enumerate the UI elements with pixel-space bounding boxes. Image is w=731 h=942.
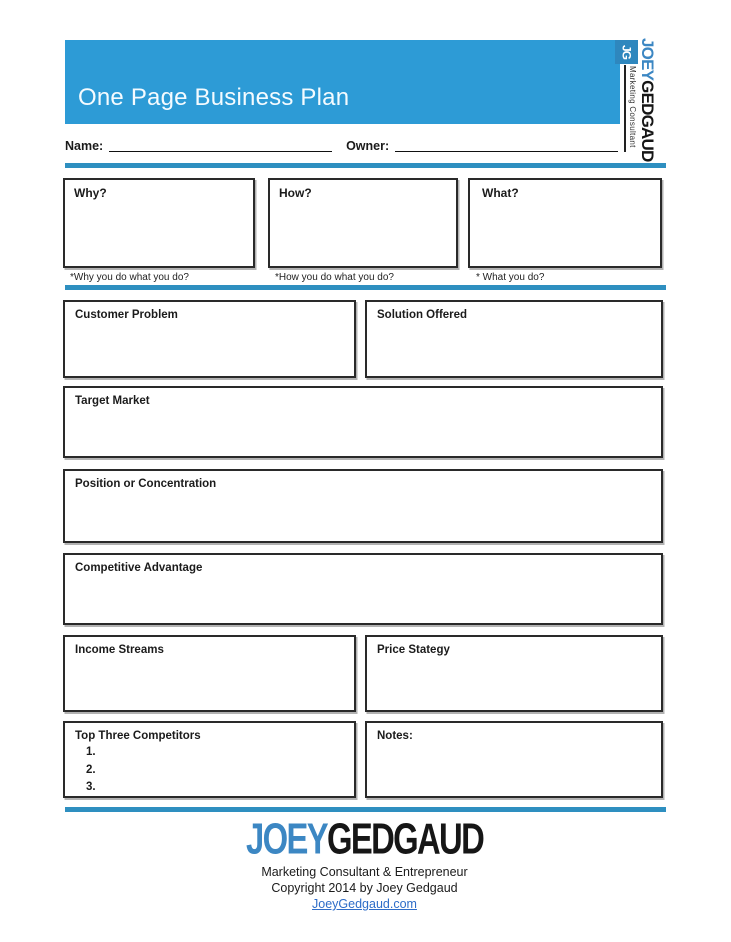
- why-box-label: Why?: [74, 186, 107, 200]
- how-footnote: *How you do what you do?: [275, 272, 394, 283]
- divider-top: [65, 163, 666, 168]
- owner-label: Owner:: [346, 139, 390, 153]
- competitor-item-1[interactable]: 1.: [86, 746, 96, 758]
- divider-middle: [65, 285, 666, 290]
- competitive-advantage-label: Competitive Advantage: [75, 562, 203, 574]
- what-footnote: * What you do?: [476, 272, 545, 283]
- why-footnote: *Why you do what you do?: [70, 272, 189, 283]
- position-or-concentration-box: [63, 469, 663, 543]
- notes-box: [365, 721, 663, 798]
- price-strategy-input-area[interactable]: [367, 656, 661, 710]
- footer-website-link[interactable]: JoeyGedgaud.com: [312, 897, 417, 911]
- brand-wordmark-vertical: [638, 38, 657, 162]
- price-strategy-label: Price Stategy: [377, 644, 450, 656]
- what-box: [468, 178, 662, 268]
- footer-tagline: Marketing Consultant & Entrepreneur: [261, 865, 468, 879]
- footer-wordmark-logo: [245, 815, 484, 864]
- how-box: [268, 178, 458, 268]
- customer-problem-label: Customer Problem: [75, 309, 178, 321]
- how-box-label: How?: [279, 186, 312, 200]
- solution-offered-box: [365, 300, 663, 378]
- position-or-concentration-input-area[interactable]: [65, 490, 661, 541]
- footer-wordmark-first: JOEY: [245, 815, 327, 864]
- name-owner-row: [65, 131, 622, 153]
- top-three-competitors-label: Top Three Competitors: [75, 730, 201, 742]
- top-three-competitors-box: [63, 721, 356, 798]
- target-market-input-area[interactable]: [65, 407, 661, 456]
- income-streams-label: Income Streams: [75, 644, 164, 656]
- price-strategy-box: [365, 635, 663, 712]
- competitive-advantage-input-area[interactable]: [65, 574, 661, 623]
- target-market-label: Target Market: [75, 395, 150, 407]
- brand-tagline-vertical: Marketing Consultant: [628, 66, 637, 148]
- competitive-advantage-box: [63, 553, 663, 625]
- name-input-line[interactable]: [109, 137, 332, 152]
- footer-copyright: Copyright 2014 by Joey Gedgaud: [271, 881, 458, 895]
- notes-input-area[interactable]: [367, 742, 661, 796]
- name-label: Name:: [65, 139, 104, 153]
- owner-input-line[interactable]: [395, 137, 618, 152]
- what-input-area[interactable]: [470, 200, 660, 266]
- brand-vertical-rule: [624, 65, 626, 152]
- brand-wordmark-first: JOEY: [638, 38, 657, 81]
- brand-wordmark-last: GEDGAUD: [638, 80, 657, 162]
- competitor-item-3[interactable]: 3.: [86, 781, 96, 793]
- competitor-item-2[interactable]: 2.: [86, 763, 96, 776]
- jg-monogram-badge: [615, 40, 638, 64]
- competitor-list: [65, 742, 354, 797]
- footer-wordmark-last: GEDGAUD: [326, 815, 484, 864]
- why-box: [63, 178, 255, 268]
- target-market-box: [63, 386, 663, 458]
- footer: [63, 812, 666, 913]
- customer-problem-box: [63, 300, 356, 378]
- income-streams-box: [63, 635, 356, 712]
- why-input-area[interactable]: [65, 200, 253, 266]
- income-streams-input-area[interactable]: [65, 656, 354, 710]
- header-bar: [65, 40, 620, 124]
- jg-monogram-text: JG: [619, 44, 634, 59]
- what-box-label: What?: [482, 186, 519, 200]
- notes-label: Notes:: [377, 730, 413, 742]
- customer-problem-input-area[interactable]: [65, 321, 354, 376]
- page-title: One Page Business Plan: [78, 84, 350, 111]
- how-input-area[interactable]: [270, 200, 456, 266]
- solution-offered-input-area[interactable]: [367, 321, 661, 376]
- solution-offered-label: Solution Offered: [377, 309, 468, 321]
- position-or-concentration-label: Position or Concentration: [75, 478, 217, 490]
